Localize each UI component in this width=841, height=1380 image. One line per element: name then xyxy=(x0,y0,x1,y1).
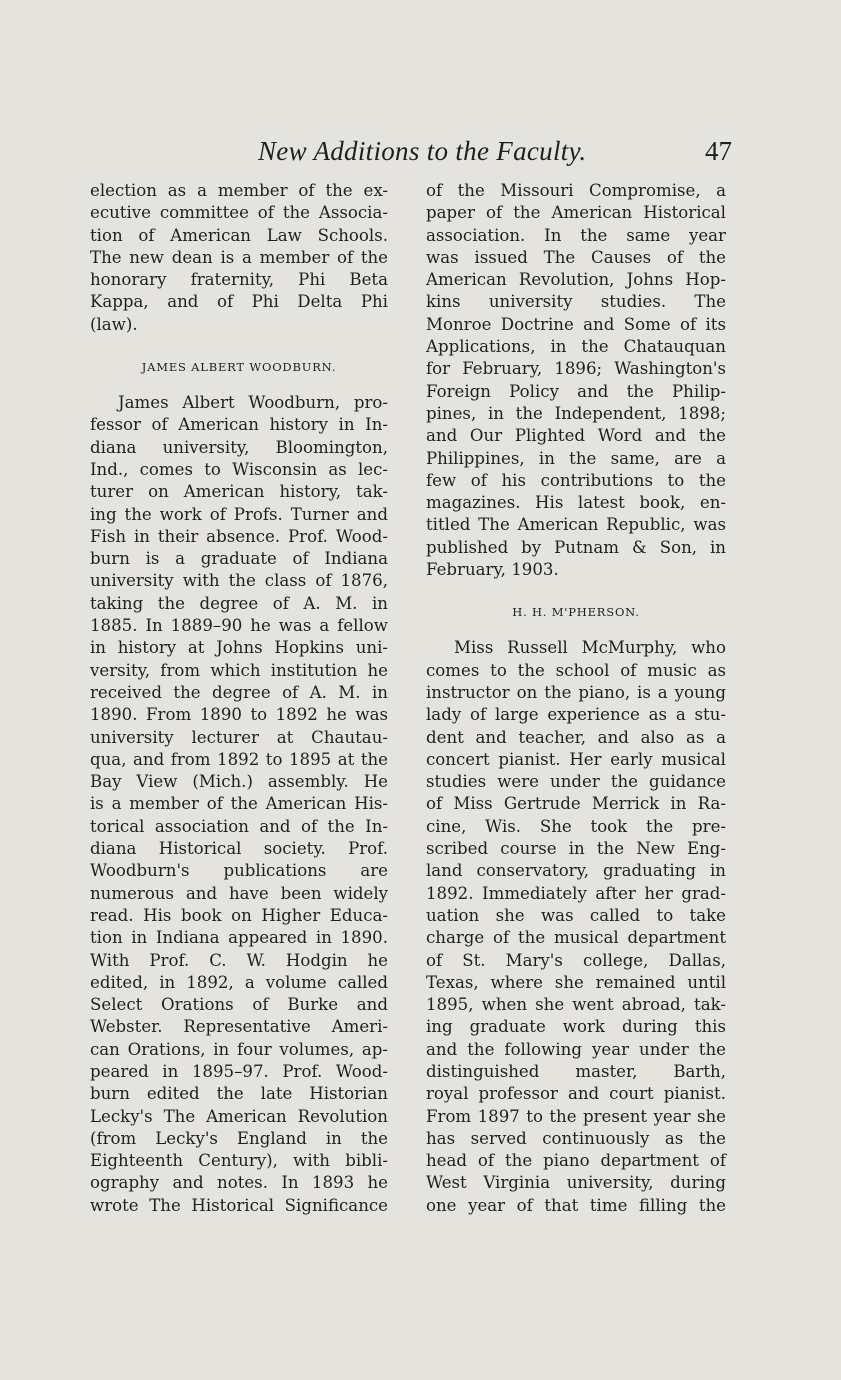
text-line: Kappa, and of Phi Delta Phi xyxy=(90,292,388,312)
text-line: Foreign Policy and the Philip- xyxy=(426,381,726,401)
text-line: fessor of American history in In- xyxy=(90,415,388,435)
text-line: burn is a graduate of Indiana xyxy=(90,549,388,569)
text-line: titled The American Republic, was xyxy=(426,515,726,535)
text-line: uation she was called to take xyxy=(426,905,726,925)
section-heading-mcpherson: H. H. M'PHERSON. xyxy=(512,605,640,620)
text-line: ing graduate work during this xyxy=(426,1017,726,1037)
text-line: ing the work of Profs. Turner and xyxy=(90,504,388,524)
text-line: few of his contributions to the xyxy=(426,470,726,490)
page-header xyxy=(90,136,732,176)
text-line: February, 1903. xyxy=(426,560,559,580)
text-line: university with the class of 1876, xyxy=(90,571,388,591)
text-line: lady of large experience as a stu- xyxy=(426,705,726,725)
text-line: numerous and have been widely xyxy=(90,883,388,903)
text-line: Woodburn's publications are xyxy=(90,861,388,881)
text-line: diana university, Bloomington, xyxy=(90,437,388,457)
text-line: and the following year under the xyxy=(426,1039,726,1059)
text-line: can Orations, in four volumes, ap- xyxy=(90,1039,388,1059)
text-line: magazines. His latest book, en- xyxy=(426,493,726,513)
text-line: Lecky's The American Revolution xyxy=(90,1106,388,1126)
text-line: studies were under the guidance xyxy=(426,772,726,792)
text-line: association. In the same year xyxy=(426,225,726,245)
text-line: 1885. In 1889–90 he was a fellow xyxy=(90,616,388,636)
text-line: Texas, where she remained until xyxy=(426,972,726,992)
text-line: pines, in the Independent, 1898; xyxy=(426,403,726,423)
text-line: for February, 1896; Washington's xyxy=(426,359,726,379)
running-title: New Additions to the Faculty. xyxy=(258,136,587,166)
text-line: 1890. From 1890 to 1892 he was xyxy=(90,705,388,725)
text-line: torical association and of the In- xyxy=(90,816,388,836)
text-line: and Our Plighted Word and the xyxy=(426,426,726,446)
text-line: diana Historical society. Prof. xyxy=(90,839,388,859)
left-column xyxy=(90,180,388,1217)
text-line: Fish in their absence. Prof. Wood- xyxy=(90,526,388,546)
text-line: taking the degree of A. M. in xyxy=(90,593,388,613)
text-line: Applications, in the Chatauquan xyxy=(426,337,726,357)
text-line: royal professor and court pianist. xyxy=(426,1084,726,1104)
text-line: is a member of the American His- xyxy=(90,794,388,814)
text-line: read. His book on Higher Educa- xyxy=(90,905,388,925)
text-line: Select Orations of Burke and xyxy=(90,995,388,1015)
text-line: ecutive committee of the Associa- xyxy=(90,203,388,223)
text-line: wrote The Historical Significance xyxy=(90,1195,388,1215)
text-line: West Virginia university, during xyxy=(426,1173,726,1193)
text-line: (law). xyxy=(90,314,138,334)
text-line: of Miss Gertrude Merrick in Ra- xyxy=(426,794,726,814)
text-line: one year of that time filling the xyxy=(426,1195,726,1215)
text-line: (from Lecky's England in the xyxy=(90,1128,388,1148)
text-line: Eighteenth Century), with bibli- xyxy=(90,1151,388,1171)
text-line: qua, and from 1892 to 1895 at the xyxy=(90,749,388,769)
text-line: Monroe Doctrine and Some of its xyxy=(426,314,726,334)
text-line: university lecturer at Chautau- xyxy=(90,727,388,747)
text-line: peared in 1895–97. Prof. Wood- xyxy=(90,1061,388,1081)
text-line: James Albert Woodburn, pro- xyxy=(118,393,388,413)
right-column xyxy=(426,180,726,1217)
text-line: has served continuously as the xyxy=(426,1128,726,1148)
text-line: turer on American history, tak- xyxy=(90,482,388,502)
text-line: versity, from which institution he xyxy=(90,660,388,680)
text-line: instructor on the piano, is a young xyxy=(426,682,726,702)
text-line: Bay View (Mich.) assembly. He xyxy=(90,772,388,792)
paragraph-woodburn-continued xyxy=(426,180,726,581)
text-line: Webster. Representative Ameri- xyxy=(90,1017,388,1037)
text-line: Ind., comes to Wisconsin as lec- xyxy=(90,459,388,479)
text-line: was issued The Causes of the xyxy=(426,247,726,267)
text-line: With Prof. C. W. Hodgin he xyxy=(90,950,388,970)
text-line: tion of American Law Schools. xyxy=(90,225,388,245)
paragraph-election xyxy=(90,180,388,336)
text-line: Miss Russell McMurphy, who xyxy=(454,638,726,658)
text-line: received the degree of A. M. in xyxy=(90,682,388,702)
text-line: of St. Mary's college, Dallas, xyxy=(426,950,726,970)
text-line: burn edited the late Historian xyxy=(90,1084,388,1104)
text-line: American Revolution, Johns Hop- xyxy=(426,270,726,290)
text-line: scribed course in the New Eng- xyxy=(426,839,726,859)
text-line: head of the piano department of xyxy=(426,1151,726,1171)
text-line: honorary fraternity, Phi Beta xyxy=(90,270,388,290)
text-line: 1895, when she went abroad, tak- xyxy=(426,995,726,1015)
text-line: published by Putnam & Son, in xyxy=(426,537,726,557)
text-line: distinguished master, Barth, xyxy=(426,1061,726,1081)
text-line: kins university studies. The xyxy=(426,292,726,312)
text-line: edited, in 1892, a volume called xyxy=(90,972,388,992)
paragraph-mcmurphy xyxy=(426,637,726,1217)
text-line: election as a member of the ex- xyxy=(90,181,388,200)
text-line: cine, Wis. She took the pre- xyxy=(426,816,726,836)
text-line: tion in Indiana appeared in 1890. xyxy=(90,928,388,948)
text-line: The new dean is a member of the xyxy=(90,247,388,267)
text-line: 1892. Immediately after her grad- xyxy=(426,883,726,903)
text-line: From 1897 to the present year she xyxy=(426,1106,726,1126)
text-line: in history at Johns Hopkins uni- xyxy=(90,638,388,658)
text-line: comes to the school of music as xyxy=(426,660,726,680)
section-heading-woodburn: JAMES ALBERT WOODBURN. xyxy=(141,360,337,375)
text-line: charge of the musical department xyxy=(426,928,726,948)
text-line: paper of the American Historical xyxy=(426,203,726,223)
paragraph-woodburn xyxy=(90,392,388,1217)
page-number: 47 xyxy=(705,136,732,166)
text-line: of the Missouri Compromise, a xyxy=(426,181,726,200)
text-line: concert pianist. Her early musical xyxy=(426,749,726,769)
text-line: Philippines, in the same, are a xyxy=(426,448,726,468)
text-line: ography and notes. In 1893 he xyxy=(90,1173,388,1193)
text-line: land conservatory, graduating in xyxy=(426,861,726,881)
text-line: dent and teacher, and also as a xyxy=(426,727,726,747)
